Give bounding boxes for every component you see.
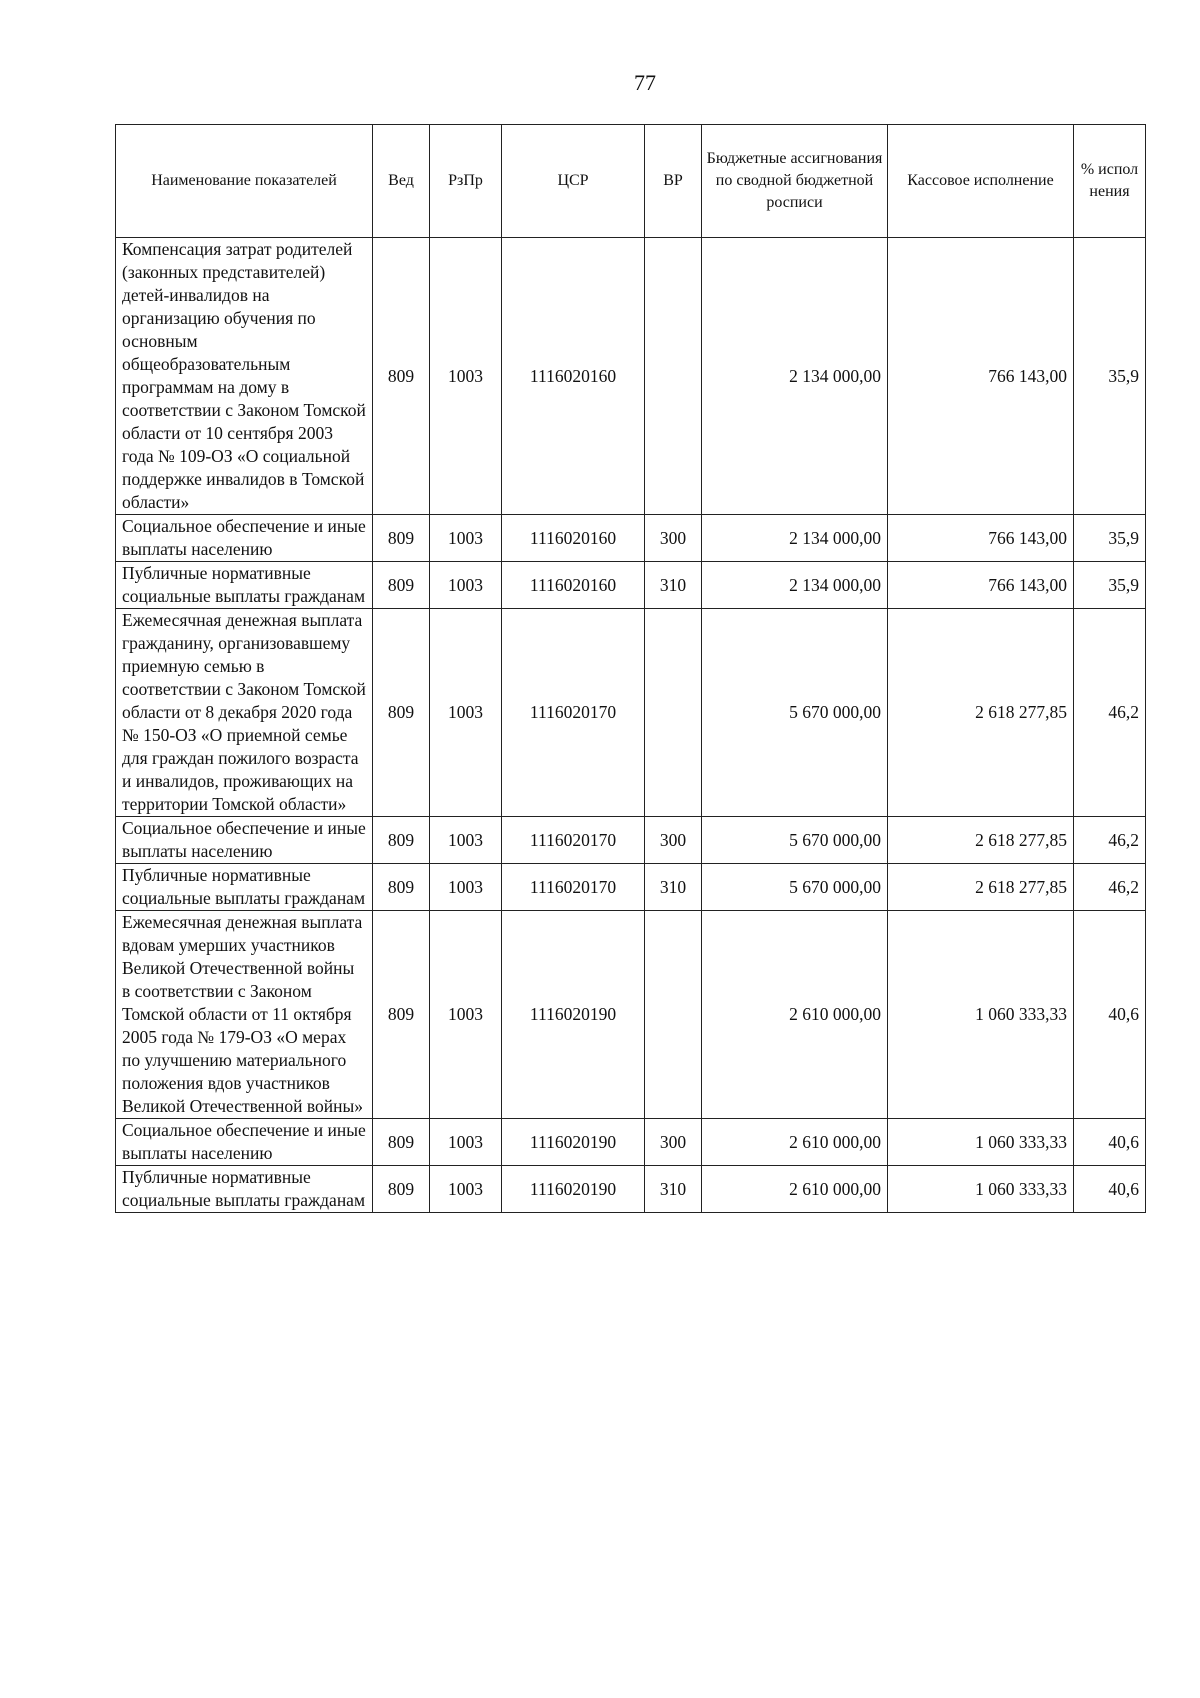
- row-cash: 1 060 333,33: [888, 1166, 1074, 1213]
- row-name: Ежемесячная денежная выплата гражданину, организовавшему приемную семью в соответствии с Законом Томской области от 8 декабря 2020 года № 150-ОЗ «О приемной семье для граждан пожилого возраста и инвалидов, проживающих на территории Томской области»: [116, 609, 373, 817]
- row-ved: 809: [373, 238, 430, 515]
- row-rzpr: 1003: [430, 562, 502, 609]
- row-budget: 2 134 000,00: [702, 515, 888, 562]
- row-vr: 310: [645, 864, 702, 911]
- row-csr: 1116020160: [502, 238, 645, 515]
- row-rzpr: 1003: [430, 609, 502, 817]
- row-ved: 809: [373, 911, 430, 1119]
- header-pct: % испол нения: [1074, 125, 1146, 238]
- row-vr: 310: [645, 562, 702, 609]
- row-csr: 1116020160: [502, 562, 645, 609]
- row-cash: 766 143,00: [888, 562, 1074, 609]
- row-rzpr: 1003: [430, 1166, 502, 1213]
- row-budget: 2 610 000,00: [702, 1119, 888, 1166]
- table-row: [116, 817, 1146, 864]
- row-ved: 809: [373, 1166, 430, 1213]
- row-name: Социальное обеспечение и иные выплаты населению: [116, 515, 373, 562]
- budget-execution-table: [115, 124, 1146, 1213]
- row-cash: 2 618 277,85: [888, 817, 1074, 864]
- row-vr: [645, 609, 702, 817]
- row-cash: 2 618 277,85: [888, 609, 1074, 817]
- row-name: Публичные нормативные социальные выплаты гражданам: [116, 562, 373, 609]
- row-vr: [645, 911, 702, 1119]
- header-cash: Кассовое исполнение: [888, 125, 1074, 238]
- table-row: [116, 515, 1146, 562]
- row-ved: 809: [373, 562, 430, 609]
- row-csr: 1116020160: [502, 515, 645, 562]
- row-rzpr: 1003: [430, 1119, 502, 1166]
- row-budget: 5 670 000,00: [702, 609, 888, 817]
- table-row: [116, 562, 1146, 609]
- row-name: Ежемесячная денежная выплата вдовам умерших участников Великой Отечественной войны в соответствии с Законом Томской области от 11 октября 2005 года № 179-ОЗ «О мерах по улучшению материального положения вдов участников Великой Отечественной войны»: [116, 911, 373, 1119]
- table-row: [116, 864, 1146, 911]
- row-rzpr: 1003: [430, 817, 502, 864]
- row-cash: 1 060 333,33: [888, 911, 1074, 1119]
- row-name: Публичные нормативные социальные выплаты гражданам: [116, 1166, 373, 1213]
- row-name: Социальное обеспечение и иные выплаты населению: [116, 1119, 373, 1166]
- row-pct: 46,2: [1074, 817, 1146, 864]
- row-cash: 766 143,00: [888, 515, 1074, 562]
- row-pct: 46,2: [1074, 864, 1146, 911]
- table-row: [116, 609, 1146, 817]
- row-ved: 809: [373, 1119, 430, 1166]
- row-cash: 2 618 277,85: [888, 864, 1074, 911]
- row-csr: 1116020190: [502, 1119, 645, 1166]
- row-vr: 300: [645, 1119, 702, 1166]
- row-pct: 40,6: [1074, 911, 1146, 1119]
- header-rzpr: РзПр: [430, 125, 502, 238]
- row-ved: 809: [373, 515, 430, 562]
- row-budget: 2 610 000,00: [702, 911, 888, 1119]
- table-row: [116, 911, 1146, 1119]
- row-ved: 809: [373, 864, 430, 911]
- row-pct: 35,9: [1074, 562, 1146, 609]
- row-budget: 5 670 000,00: [702, 817, 888, 864]
- row-csr: 1116020170: [502, 864, 645, 911]
- row-pct: 40,6: [1074, 1166, 1146, 1213]
- header-name: Наименование показателей: [116, 125, 373, 238]
- header-vr: ВР: [645, 125, 702, 238]
- header-budget: Бюджетные ассигнования по сводной бюджетной росписи: [702, 125, 888, 238]
- row-pct: 46,2: [1074, 609, 1146, 817]
- row-cash: 1 060 333,33: [888, 1119, 1074, 1166]
- row-csr: 1116020170: [502, 609, 645, 817]
- row-vr: 300: [645, 817, 702, 864]
- row-name: Публичные нормативные социальные выплаты гражданам: [116, 864, 373, 911]
- table-row: [116, 1166, 1146, 1213]
- row-name: Компенсация затрат родителей (законных представителей) детей-инвалидов на организацию обучения по основным общеобразовательным программам на дому в соответствии с Законом Томской области от 10 сентября 2003 года № 109-ОЗ «О социальной поддержке инвалидов в Томской области»: [116, 238, 373, 515]
- row-rzpr: 1003: [430, 864, 502, 911]
- row-budget: 2 134 000,00: [702, 238, 888, 515]
- row-ved: 809: [373, 817, 430, 864]
- row-name: Социальное обеспечение и иные выплаты населению: [116, 817, 373, 864]
- row-budget: 2 134 000,00: [702, 562, 888, 609]
- row-pct: 35,9: [1074, 515, 1146, 562]
- row-csr: 1116020170: [502, 817, 645, 864]
- table-row: [116, 1119, 1146, 1166]
- table-header-row: [116, 125, 1146, 238]
- table-row: [116, 238, 1146, 515]
- row-rzpr: 1003: [430, 515, 502, 562]
- row-csr: 1116020190: [502, 911, 645, 1119]
- row-rzpr: 1003: [430, 238, 502, 515]
- page-number: 77: [634, 70, 656, 95]
- row-pct: 35,9: [1074, 238, 1146, 515]
- row-budget: 5 670 000,00: [702, 864, 888, 911]
- header-csr: ЦСР: [502, 125, 645, 238]
- row-csr: 1116020190: [502, 1166, 645, 1213]
- row-vr: 300: [645, 515, 702, 562]
- row-vr: 310: [645, 1166, 702, 1213]
- row-ved: 809: [373, 609, 430, 817]
- row-cash: 766 143,00: [888, 238, 1074, 515]
- header-ved: Вед: [373, 125, 430, 238]
- row-vr: [645, 238, 702, 515]
- row-budget: 2 610 000,00: [702, 1166, 888, 1213]
- row-pct: 40,6: [1074, 1119, 1146, 1166]
- row-rzpr: 1003: [430, 911, 502, 1119]
